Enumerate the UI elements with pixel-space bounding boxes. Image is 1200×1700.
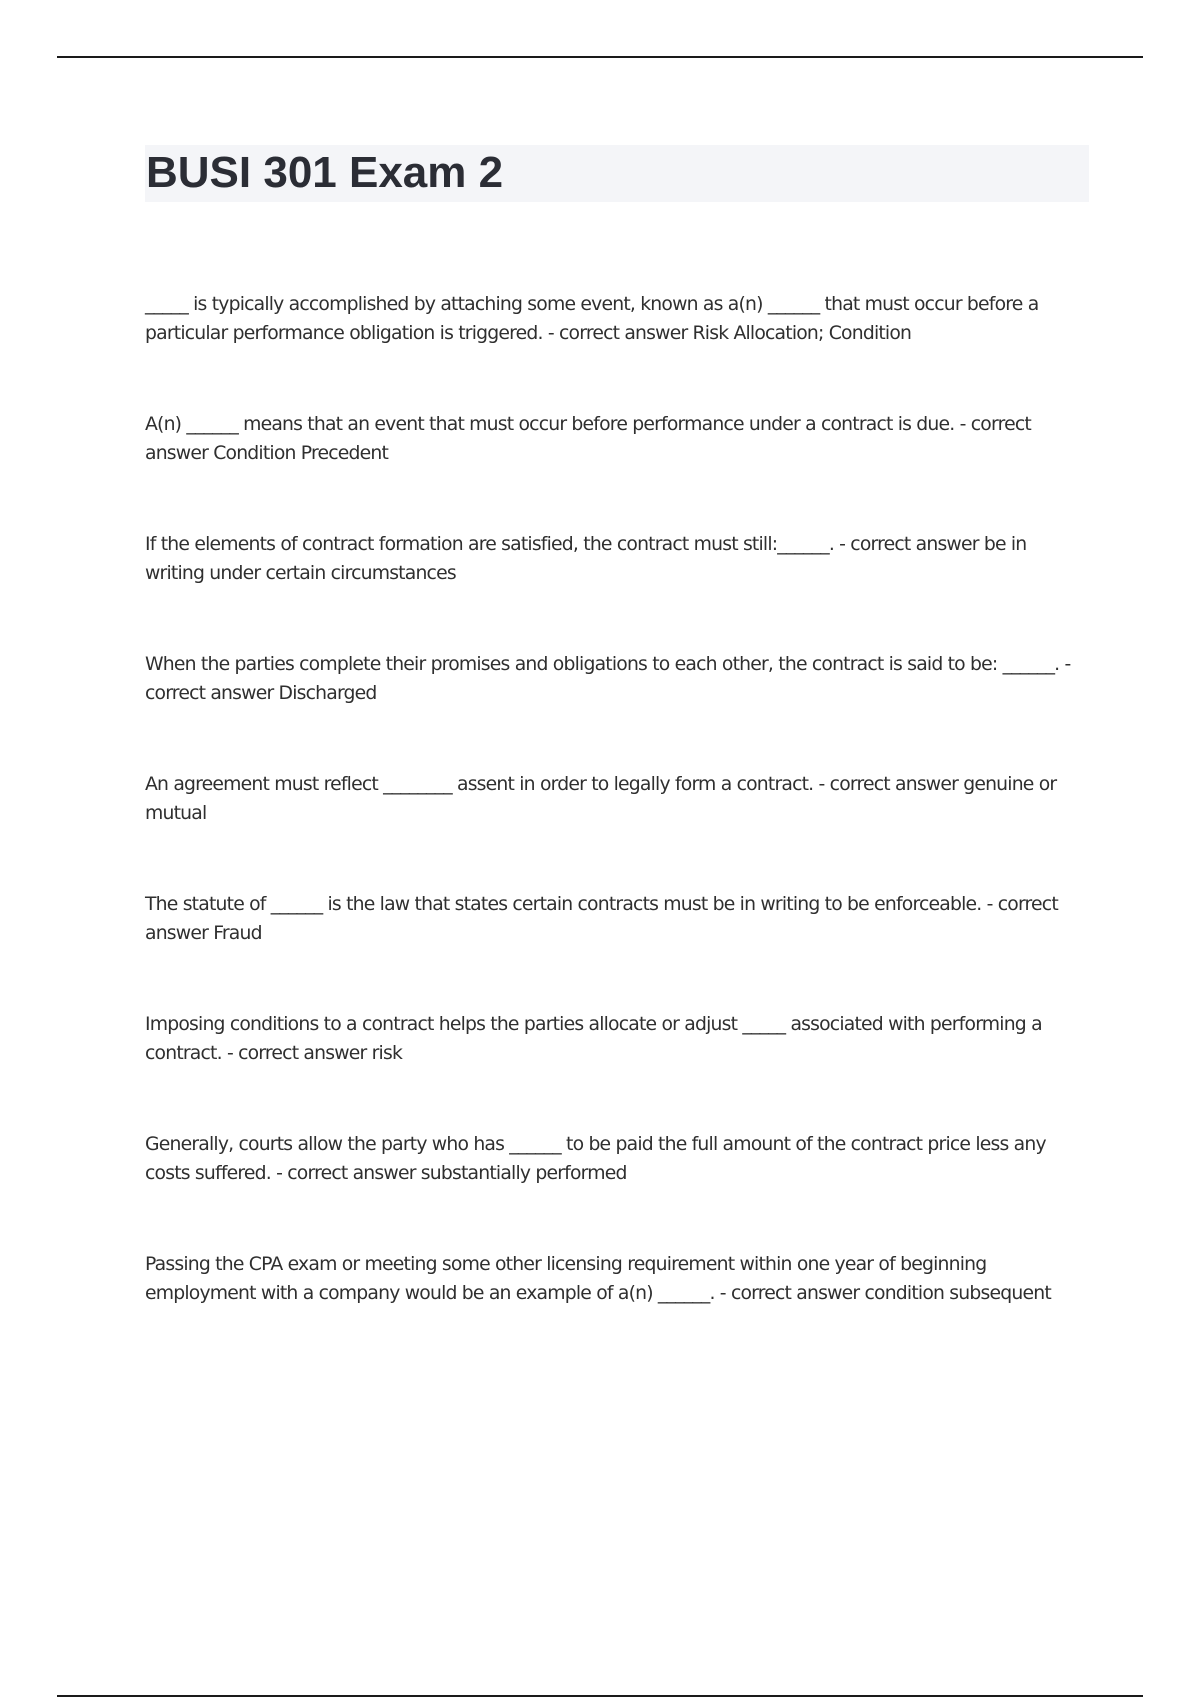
question-item: Imposing conditions to a contract helps the parties allocate or adjust _____ associated with performing a contract. - correct answer risk bbox=[145, 1014, 1047, 1064]
bottom-divider bbox=[57, 1695, 1143, 1697]
document-title: BUSI 301 Exam 2 bbox=[146, 148, 504, 197]
question-item: A(n) ______ means that an event that must occur before performance under a contract is due. - correct answer Condition Precedent bbox=[145, 414, 1037, 464]
question-item: Passing the CPA exam or meeting some other licensing requirement within one year of beginning employment with a company would be an example of a(n) ______. - correct answer condition subsequent bbox=[145, 1254, 1051, 1304]
question-item: The statute of ______ is the law that states certain contracts must be in writing to be enforceable. - correct answer Fraud bbox=[145, 894, 1064, 944]
question-item: If the elements of contract formation are satisfied, the contract must still:______. - correct answer be in writing under certain circumstances bbox=[145, 534, 1032, 584]
question-item: Generally, courts allow the party who has ______ to be paid the full amount of the contract price less any costs suffered. - correct answer substantially performed bbox=[145, 1134, 1051, 1184]
question-item: _____ is typically accomplished by attaching some event, known as a(n) ______ that must occur before a particular performance obligation is triggered. - correct answer Risk Allocation; Condition bbox=[145, 294, 1044, 344]
question-item: When the parties complete their promises and obligations to each other, the contract is said to be: ______. - correct answer Discharged bbox=[145, 654, 1076, 704]
question-item: An agreement must reflect ________ assent in order to legally form a contract. - correct answer genuine or mutual bbox=[145, 774, 1062, 824]
question-list bbox=[145, 290, 1090, 1370]
top-divider bbox=[57, 56, 1143, 58]
